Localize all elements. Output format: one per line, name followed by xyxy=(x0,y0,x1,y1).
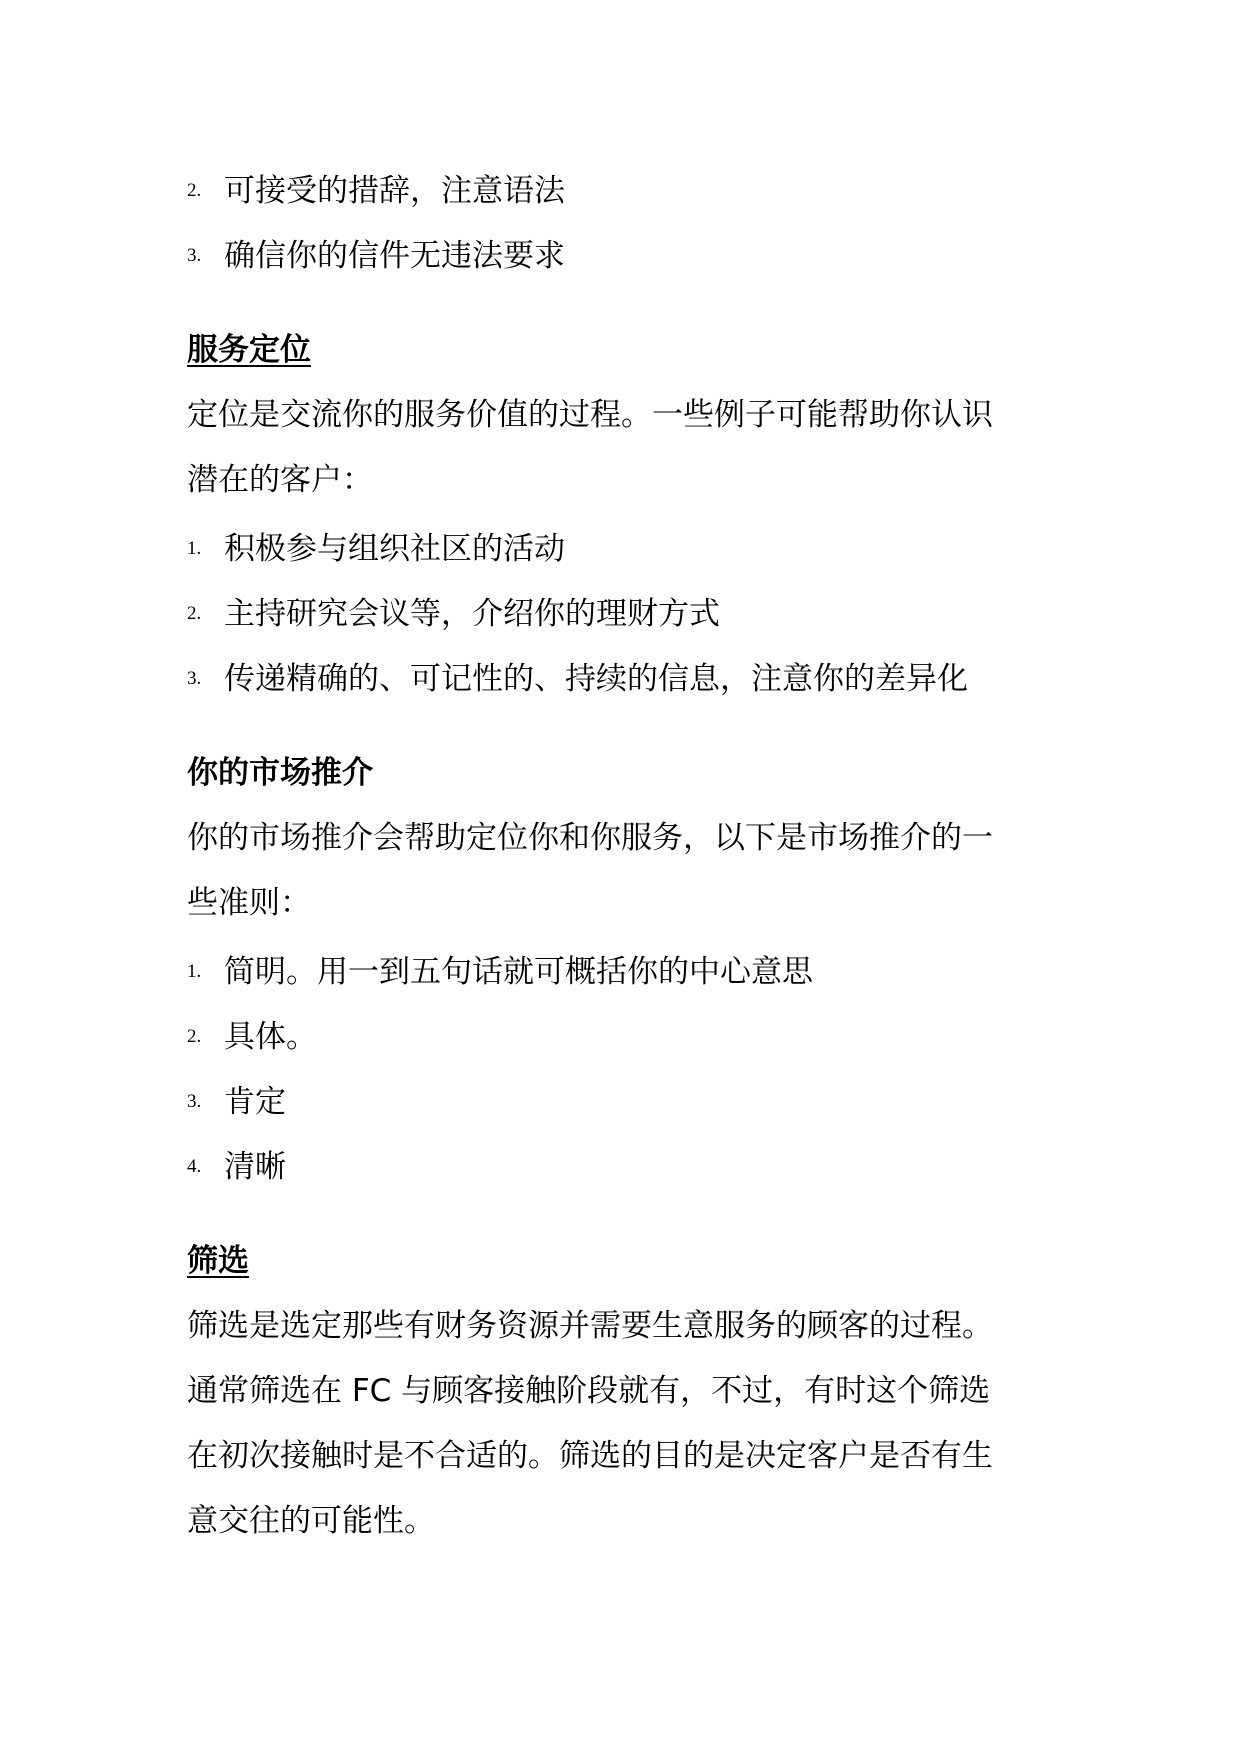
heading-text: 服务定位 xyxy=(187,332,311,368)
pitch-list xyxy=(187,936,1067,1196)
list-item xyxy=(187,1001,1067,1066)
list-item xyxy=(187,1066,1067,1131)
list-item xyxy=(187,155,1067,220)
list-item xyxy=(187,936,1067,1001)
paragraph-line: 定位是交流你的服务价值的过程。一些例子可能帮助你认识 xyxy=(187,397,993,433)
list-item xyxy=(187,1131,1067,1196)
positioning-paragraph xyxy=(187,383,1067,513)
paragraph-line: 些准则： xyxy=(187,885,311,921)
paragraph-line: 在初次接触时是不合适的。筛选的目的是决定客户是否有生 xyxy=(187,1438,993,1474)
pitch-paragraph xyxy=(187,806,1067,936)
section-heading-pitch xyxy=(187,741,1067,806)
list-text: 积极参与组织社区的活动 xyxy=(224,531,565,567)
paragraph-line: 通常筛选在 FC 与顾客接触阶段就有，不过，有时这个筛选 xyxy=(187,1373,991,1409)
list-item xyxy=(187,578,1067,643)
intro-list xyxy=(187,155,1067,285)
paragraph-line: 筛选是选定那些有财务资源并需要生意服务的顾客的过程。 xyxy=(187,1308,993,1344)
list-number: 2. xyxy=(187,1025,202,1047)
list-item xyxy=(187,220,1067,285)
list-text: 清晰 xyxy=(224,1149,286,1185)
list-text: 可接受的措辞，注意语法 xyxy=(224,173,565,209)
positioning-list xyxy=(187,513,1067,708)
list-number: 1. xyxy=(187,537,202,559)
list-text: 传递精确的、可记性的、持续的信息，注意你的差异化 xyxy=(224,661,968,697)
list-text: 简明。用一到五句话就可概括你的中心意思 xyxy=(224,954,813,990)
section-heading-positioning xyxy=(187,318,1067,383)
paragraph-line: 意交往的可能性。 xyxy=(187,1503,435,1539)
list-number: 3. xyxy=(187,667,202,689)
list-item xyxy=(187,513,1067,578)
list-number: 3. xyxy=(187,1090,202,1112)
paragraph-line: 潜在的客户： xyxy=(187,462,373,498)
list-number: 2. xyxy=(187,602,202,624)
heading-text: 你的市场推介 xyxy=(187,755,373,791)
list-item xyxy=(187,643,1067,708)
list-number: 2. xyxy=(187,179,202,201)
list-number: 3. xyxy=(187,244,202,266)
list-text: 肯定 xyxy=(224,1084,286,1120)
list-number: 1. xyxy=(187,960,202,982)
heading-text: 筛选 xyxy=(187,1243,249,1279)
screening-paragraph xyxy=(187,1294,1067,1554)
section-heading-screening xyxy=(187,1229,1067,1294)
list-text: 确信你的信件无违法要求 xyxy=(224,238,565,274)
document-content xyxy=(187,155,1067,1554)
paragraph-line: 你的市场推介会帮助定位你和你服务，以下是市场推介的一 xyxy=(187,820,993,856)
list-text: 具体。 xyxy=(224,1019,317,1055)
list-text: 主持研究会议等，介绍你的理财方式 xyxy=(224,596,720,632)
list-number: 4. xyxy=(187,1155,202,1177)
